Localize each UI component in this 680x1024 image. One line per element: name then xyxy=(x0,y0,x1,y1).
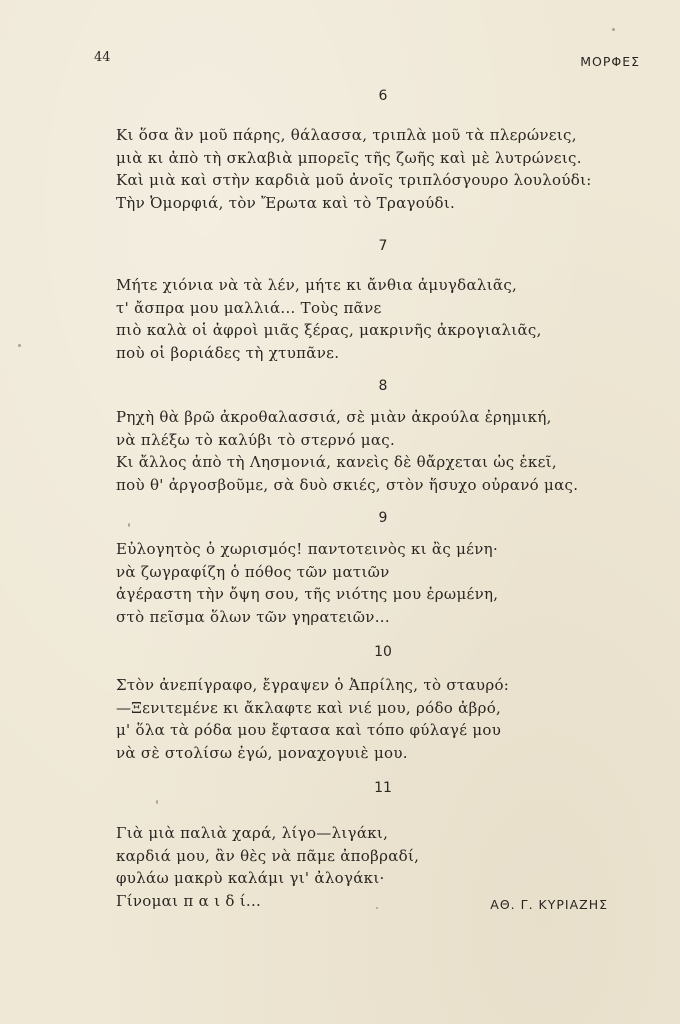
poem-number: 9 xyxy=(378,510,388,526)
verse-line: Ρηχὴ θὰ βρῶ ἀκροθαλασσιά, σὲ μιὰν ἀκρούλα ἐρημική, xyxy=(116,408,552,426)
running-head: ΜΟΡΦΕΣ xyxy=(580,54,640,69)
verse-line: φυλάω μακρὺ καλάμι γι' ἀλογάκι· xyxy=(116,869,385,887)
verse-line: νὰ ζωγραφίζη ὁ πόθος τῶν ματιῶν xyxy=(116,562,390,581)
verse-line: μ' ὅλα τὰ ρόδα μου ἔφτασα καὶ τόπο φύλαγέ μου xyxy=(116,721,502,739)
author-signature: ΑΘ. Γ. ΚΥΡΙΑΖΗΣ xyxy=(490,897,608,912)
verse-line: ἀγέραστη τὴν ὄψη σου, τῆς νιότης μου ἐρωμένη, xyxy=(116,585,499,603)
poem-number: 7 xyxy=(378,238,388,254)
poem-number: 11 xyxy=(374,780,392,796)
poems-container xyxy=(116,84,636,912)
poem-number: 6 xyxy=(378,88,388,104)
poem-stanza xyxy=(116,406,636,496)
verse-line: Στὸν ἀνεπίγραφο, ἔγραψεν ὁ Ἀπρίλης, τὸ σταυρό: xyxy=(116,676,510,694)
poem-6 xyxy=(116,84,636,234)
verse-line: Εὐλογητὸς ὁ χωρισμός! παντοτεινὸς κι ἂς μένη· xyxy=(116,540,499,558)
poem-11 xyxy=(116,776,636,912)
poem-stanza xyxy=(116,538,636,628)
paper-speck xyxy=(18,344,21,347)
verse-line: Γίνομαι π α ι δ ί... xyxy=(116,891,262,910)
verse-line: —Ξενιτεμένε κι ἄκλαφτε καὶ νιέ μου, ρόδο ἀβρό, xyxy=(116,698,502,717)
verse-line: καρδιά μου, ἂν θὲς νὰ πᾶμε ἀποβραδί, xyxy=(116,846,420,865)
paper-speck xyxy=(612,28,615,31)
verse-line: Γιὰ μιὰ παλιὰ χαρά, λίγο—λιγάκι, xyxy=(116,824,389,842)
verse-line: στὸ πεῖσμα ὅλων τῶν γηρατειῶν... xyxy=(116,607,390,626)
poem-number: 10 xyxy=(374,644,392,660)
verse-line: τ' ἄσπρα μου μαλλιά... Τοὺς πᾶνε xyxy=(116,298,382,317)
verse-line: Κι ἄλλος ἀπὸ τὴ Λησμονιά, κανεὶς δὲ θἄρχεται ὡς ἐκεῖ, xyxy=(116,453,557,471)
verse-line: Καὶ μιὰ καὶ στὴν καρδιὰ μοῦ ἀνοῖς τριπλόσγουρο λουλούδι: xyxy=(116,171,592,189)
verse-line: νὰ πλέξω τὸ καλύβι τὸ στερνό μας. xyxy=(116,430,396,449)
poem-9 xyxy=(116,506,636,640)
poem-number: 8 xyxy=(378,378,388,394)
page-number: 44 xyxy=(94,50,111,65)
poem-stanza xyxy=(116,124,636,214)
verse-line: Μήτε χιόνια νὰ τὰ λέν, μήτε κι ἄνθια ἀμυγδαλιᾶς, xyxy=(116,276,518,294)
verse-line: πιὸ καλὰ οἱ ἀφροὶ μιᾶς ξέρας, μακρινῆς ἀκρογιαλιᾶς, xyxy=(116,321,542,339)
verse-line: μιὰ κι ἀπὸ τὴ σκλαβιὰ μπορεῖς τῆς ζωῆς καὶ μὲ λυτρώνεις. xyxy=(116,148,582,167)
verse-line: Κι ὅσα ἂν μοῦ πάρης, θάλασσα, τριπλὰ μοῦ τὰ πλερώνεις, xyxy=(116,126,577,144)
poem-stanza xyxy=(116,674,636,764)
poem-7 xyxy=(116,234,636,374)
verse-line: νὰ σὲ στολίσω ἐγώ, μοναχογυιὲ μου. xyxy=(116,743,408,762)
poem-10 xyxy=(116,640,636,776)
paper-speck xyxy=(376,907,378,909)
verse-line: ποὺ θ' ἀργοσβοῦμε, σὰ δυὸ σκιές, στὸν ἥσυχο οὐρανό μας. xyxy=(116,475,579,494)
poem-8 xyxy=(116,374,636,506)
verse-line: ποὺ οἱ βοριάδες τὴ χτυπᾶνε. xyxy=(116,343,340,362)
verse-line: Τὴν Ὀμορφιά, τὸν Ἔρωτα καὶ τὸ Τραγούδι. xyxy=(116,193,456,212)
paper-speck xyxy=(128,523,130,527)
paper-speck xyxy=(156,800,158,804)
poem-stanza xyxy=(116,274,636,364)
